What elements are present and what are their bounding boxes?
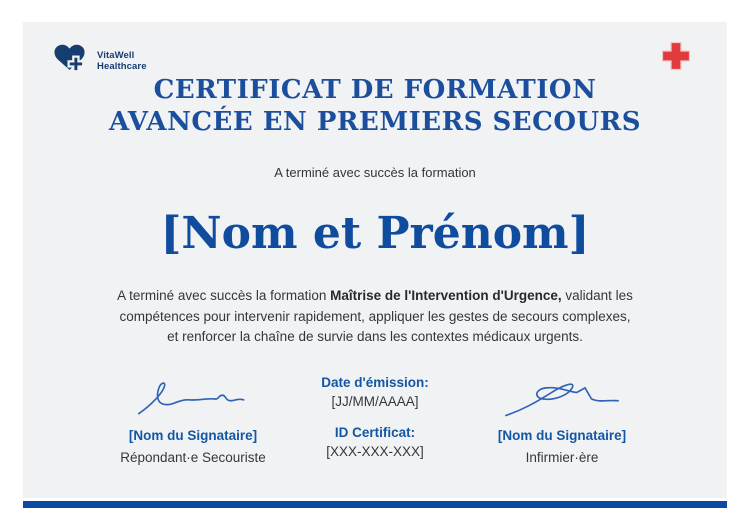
certificate-id-label: ID Certificat: [334,425,416,440]
logo-text [97,50,147,73]
title-line2: AVANCÉE EN PREMIERS SECOURS [108,107,642,137]
logo-line2: Healthcare [97,61,147,72]
title-line1: CERTIFICAT DE FORMATION [153,75,597,105]
certificate-card [23,22,727,498]
signature-right [447,372,677,421]
issue-date-value: [JJ/MM/AAAA] [331,394,419,409]
signature-left [78,372,308,421]
description-suffix: validant les compétences pour intervenir rapidement, appliquer les gestes de secours complexes, et renforcer la chaîne de survie dans les contextes médicaux urgents. [119,288,633,344]
signatory-block-left [78,372,308,468]
recipient-name: [Nom et Prénom] [160,208,590,259]
issue-date-label: Date d'émission: [321,375,429,390]
description-paragraph [115,286,635,348]
signatory-name-right: [Nom du Signataire] [497,428,627,443]
certificate-meta [278,373,472,461]
description-course-name: Maîtrise de l'Intervention d'Urgence, [330,288,562,303]
signatory-role-right: Infirmier·ère [525,450,599,465]
red-cross-icon [658,38,694,79]
footer-accent-bar [23,501,727,508]
signatory-block-right [447,372,677,468]
signatory-name-left: [Nom du Signataire] [128,428,258,443]
subtitle: A terminé avec succès la formation [274,165,476,180]
certificate-title [23,74,727,138]
description-prefix: A terminé avec succès la formation [117,288,331,303]
signatory-role-left: Répondant·e Secouriste [120,450,266,465]
certificate-id-value: [XXX-XXX-XXX] [326,444,424,459]
logo-line1: VitaWell [97,49,135,61]
